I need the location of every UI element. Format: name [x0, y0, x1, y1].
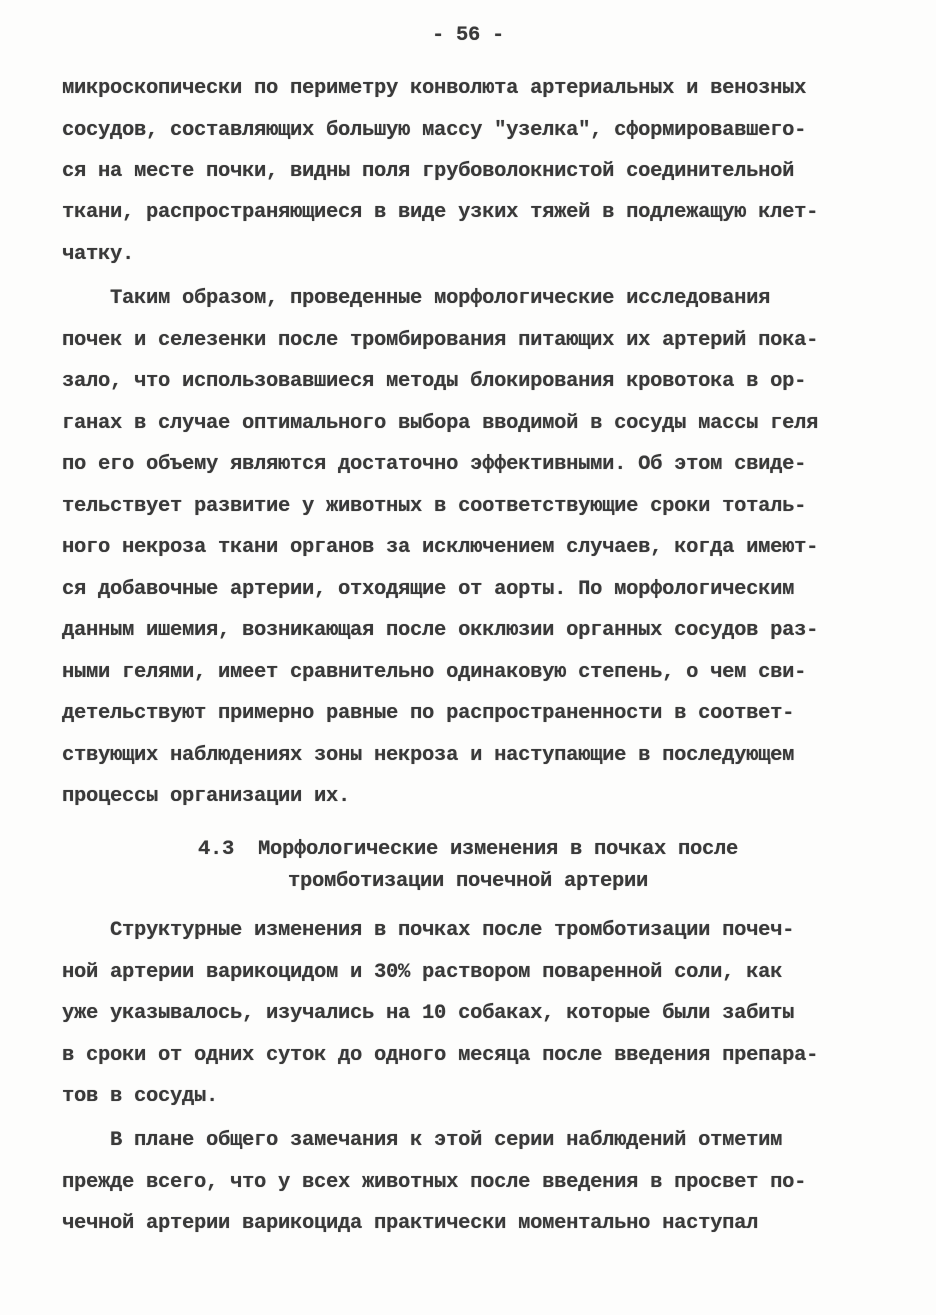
text-line: детельствуют примерно равные по распространенности в соответ- — [62, 702, 795, 725]
text-line: в сроки от одних суток до одного месяца после введения препара- — [62, 1044, 819, 1067]
text-line: В плане общего замечания к этой серии наблюдений отметим — [62, 1129, 783, 1152]
section-heading-line-1: 4.3 Морфологические изменения в почках после — [197, 838, 739, 861]
text-line: прежде всего, что у всех животных после введения в просвет по- — [62, 1171, 807, 1194]
text-line: ся на месте почки, видны поля грубоволокнистой соединительной — [62, 160, 795, 183]
text-line: ствующих наблюдениях зоны некроза и наступающие в последующем — [62, 744, 795, 767]
page-number: - 56 - — [431, 24, 504, 47]
text-line: ными гелями, имеет сравнительно одинаковую степень, о чем сви- — [62, 661, 807, 684]
text-line: данным ишемия, возникающая после окклюзии органных сосудов раз- — [62, 619, 819, 642]
text-line: ганах в случае оптимального выбора вводимой в сосуды массы геля — [62, 412, 819, 435]
text-line: тов в сосуды. — [62, 1085, 219, 1108]
text-line: зало, что использовавшиеся методы блокирования кровотока в ор- — [62, 370, 807, 393]
text-line: чатку. — [62, 243, 135, 266]
text-line: чечной артерии варикоцида практически моментально наступал — [62, 1212, 759, 1235]
text-line: сосудов, составляющих большую массу "узелка", сформировавшего- — [62, 119, 807, 142]
text-line: ся добавочные артерии, отходящие от аорты. По морфологическим — [62, 578, 795, 601]
text-line: микроскопически по периметру конволюта артериальных и венозных — [62, 77, 807, 100]
text-line: Структурные изменения в почках после тромботизации почеч- — [62, 919, 795, 942]
text-line: Таким образом, проведенные морфологические исследования — [62, 287, 771, 310]
text-line: почек и селезенки после тромбирования питающих их артерий пока- — [62, 329, 819, 352]
text-line: тельствует развитие у животных в соответствующие сроки тоталь- — [62, 495, 807, 518]
text-line: ного некроза ткани органов за исключением случаев, когда имеют- — [62, 536, 819, 559]
text-line: процессы организации их. — [62, 785, 351, 808]
text-line: ткани, распространяющиеся в виде узких тяжей в подлежащую клет- — [62, 201, 819, 224]
text-line: уже указывалось, изучались на 10 собаках, которые были забиты — [62, 1002, 795, 1025]
section-heading-line-2: тромботизации почечной артерии — [287, 870, 649, 893]
text-line: ной артерии варикоцидом и 30% раствором поваренной соли, как — [62, 961, 783, 984]
text-line: по его объему являются достаточно эффективными. Об этом свиде- — [62, 453, 807, 476]
